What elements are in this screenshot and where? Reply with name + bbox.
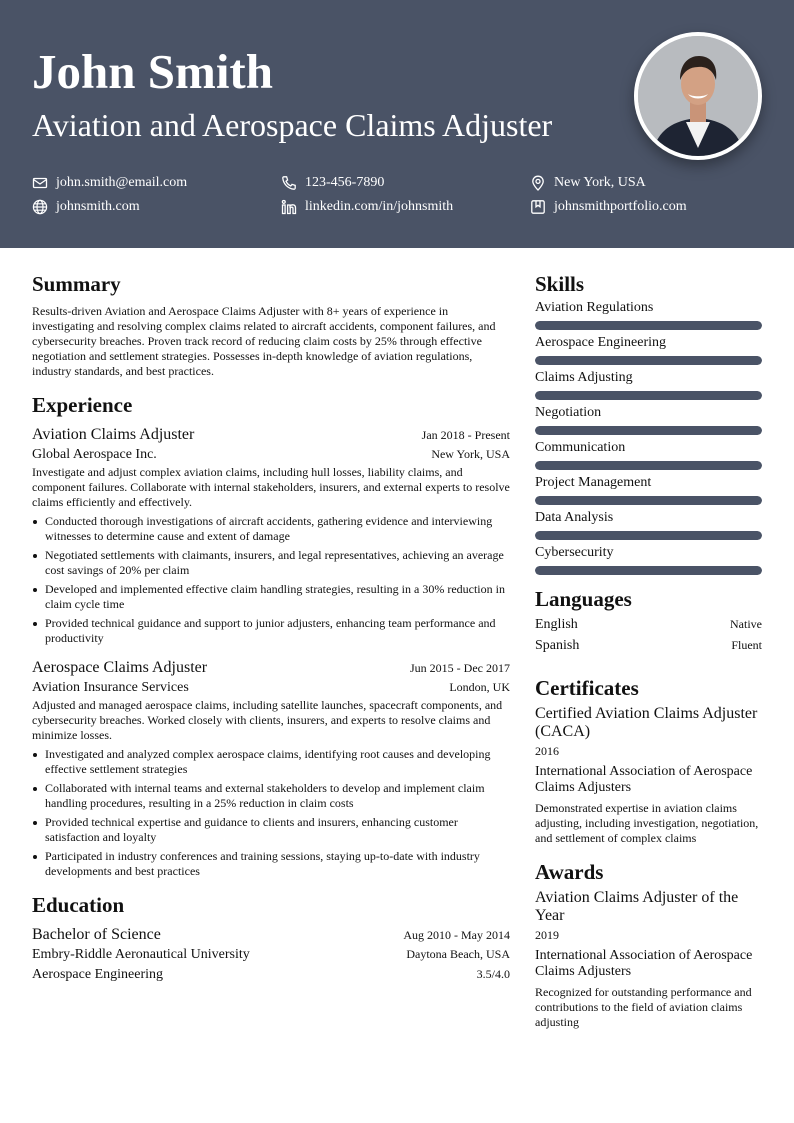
- skill-item: [535, 404, 762, 435]
- job-title: Aviation and Aerospace Claims Adjuster: [32, 107, 553, 143]
- job-achievements: [32, 747, 510, 879]
- languages-heading: Languages: [535, 587, 632, 611]
- school: Embry-Riddle Aeronautical University: [32, 947, 250, 962]
- skills-list: [535, 299, 762, 575]
- candidate-name: John Smith: [32, 44, 274, 99]
- contact-location: New York, USA: [530, 174, 646, 192]
- award-description: Recognized for outstanding performance and contributions to the field of aviation claims adjusting: [535, 985, 752, 1029]
- language-level: Native: [730, 617, 762, 631]
- contact-website[interactable]: johnsmith.com: [32, 198, 140, 216]
- job-location: London, UK: [449, 680, 510, 694]
- certificate-issuer: International Association of Aerospace Claims Adjusters: [535, 764, 753, 795]
- globe-icon: [32, 199, 48, 215]
- skill-name: Aviation Regulations: [535, 300, 654, 315]
- language-name: Spanish: [535, 638, 580, 653]
- skill-item: [535, 474, 762, 505]
- skill-level-fill: [535, 461, 762, 470]
- skill-item: [535, 369, 762, 400]
- school-location: Daytona Beach, USA: [406, 947, 510, 961]
- summary-text: Results-driven Aviation and Aerospace Claims Adjuster with 8+ years of experience in investigating and resolving complex claims related to aircraft accidents, component failures, and cybersecurity breaches. Proven track record of reducing claim costs by 25% through effective negotiation and settlement strategies. Possesses in-depth knowledge of aviation regulations, industry standards, and best practices.: [32, 304, 496, 378]
- achievement-item: Provided technical guidance and support to junior adjusters, enhancing team performance and productivity: [32, 616, 510, 646]
- summary-section: [32, 272, 510, 379]
- gpa: 3.5/4.0: [476, 967, 510, 981]
- certificates-section: [535, 676, 762, 846]
- award-name: Aviation Claims Adjuster of the Year: [535, 889, 739, 924]
- skill-name: Aerospace Engineering: [535, 335, 666, 350]
- field-of-study: Aerospace Engineering: [32, 967, 163, 982]
- languages-section: [535, 587, 762, 656]
- skill-level-fill: [535, 496, 762, 505]
- language-level: Fluent: [731, 638, 762, 652]
- skill-item: [535, 334, 762, 365]
- skill-level-bar: [535, 566, 762, 575]
- skill-level-bar: [535, 496, 762, 505]
- certificates-heading: Certificates: [535, 676, 639, 700]
- degree: Bachelor of Science: [32, 926, 161, 943]
- skill-item: [535, 299, 762, 330]
- skill-level-fill: [535, 391, 762, 400]
- skill-level-bar: [535, 391, 762, 400]
- experience-entry: [32, 658, 510, 879]
- job-company: Aviation Insurance Services: [32, 680, 189, 695]
- contact-phone[interactable]: 123-456-7890: [281, 174, 384, 192]
- job-description: Investigate and adjust complex aviation claims, including hull losses, liability claims, and component failures. Collaborate with internal stakeholders, insurers, and external experts to resolve claims efficiently and effectively.: [32, 465, 510, 509]
- skills-section: [535, 272, 762, 575]
- language-name: English: [535, 617, 578, 632]
- job-description: Adjusted and managed aerospace claims, including satellite launches, spacecraft components, and cybersecurity breaches. Worked closely with clients, insurers, and experts to resolve claims and minimize losses.: [32, 698, 503, 742]
- job-location: New York, USA: [431, 447, 510, 461]
- linkedin-icon: [281, 199, 297, 215]
- achievement-item: Developed and implemented effective claim handling strategies, resulting in a 30% reduction in claim cycle time: [32, 582, 510, 612]
- skill-level-fill: [535, 531, 762, 540]
- skill-name: Claims Adjusting: [535, 370, 633, 385]
- resume-header: [0, 0, 794, 248]
- language-item: [535, 635, 762, 656]
- skill-name: Cybersecurity: [535, 545, 614, 560]
- job-dates: Jun 2015 - Dec 2017: [410, 661, 510, 675]
- award-issuer: International Association of Aerospace Claims Adjusters: [535, 948, 753, 979]
- contact-portfolio[interactable]: johnsmithportfolio.com: [530, 198, 687, 216]
- education-section: [32, 893, 510, 985]
- skill-level-bar: [535, 461, 762, 470]
- skill-level-fill: [535, 566, 762, 575]
- portfolio-icon: [530, 199, 546, 215]
- skills-heading: Skills: [535, 272, 585, 296]
- job-dates: Jan 2018 - Present: [421, 428, 510, 442]
- education-heading: Education: [32, 893, 125, 917]
- skill-level-fill: [535, 321, 762, 330]
- experience-heading: Experience: [32, 393, 133, 417]
- main-column: [32, 272, 510, 985]
- phone-icon: [281, 175, 297, 191]
- contact-linkedin[interactable]: linkedin.com/in/johnsmith: [281, 198, 453, 216]
- certificate-year: 2016: [535, 744, 559, 758]
- certificate-description: Demonstrated expertise in aviation claims adjusting, including investigation, negotiation, and settlement of complex claims: [535, 801, 759, 845]
- skill-level-bar: [535, 356, 762, 365]
- profile-photo: [634, 32, 762, 160]
- skill-item: [535, 439, 762, 470]
- skill-name: Data Analysis: [535, 510, 614, 525]
- skill-level-bar: [535, 531, 762, 540]
- summary-heading: Summary: [32, 272, 121, 296]
- achievement-item: Participated in industry conferences and training sessions, staying up-to-date with industry developments and best practices: [32, 849, 510, 879]
- job-company: Global Aerospace Inc.: [32, 447, 157, 462]
- job-role: Aerospace Claims Adjuster: [32, 659, 208, 676]
- skill-name: Project Management: [535, 475, 652, 490]
- skill-level-fill: [535, 356, 762, 365]
- experience-entry: [32, 425, 510, 646]
- achievement-item: Investigated and analyzed complex aerospace claims, identifying root causes and developing effective settlement strategies: [32, 747, 510, 777]
- contact-email[interactable]: john.smith@email.com: [32, 174, 187, 192]
- job-achievements: [32, 514, 510, 646]
- location-icon: [530, 175, 546, 191]
- job-role: Aviation Claims Adjuster: [32, 426, 195, 443]
- education-dates: Aug 2010 - May 2014: [403, 928, 510, 942]
- award-year: 2019: [535, 928, 559, 942]
- skill-level-bar: [535, 426, 762, 435]
- achievement-item: Conducted thorough investigations of aircraft accidents, gathering evidence and interviewing witnesses to determine cause and extent of damage: [32, 514, 510, 544]
- language-item: [535, 614, 762, 635]
- side-column: [535, 272, 762, 1030]
- skill-item: [535, 509, 762, 540]
- awards-section: [535, 860, 762, 1030]
- skill-level-fill: [535, 426, 762, 435]
- certificate-name: Certified Aviation Claims Adjuster (CACA): [535, 705, 758, 740]
- mail-icon: [32, 175, 48, 191]
- skill-name: Communication: [535, 440, 626, 455]
- achievement-item: Provided technical expertise and guidance to clients and insurers, enhancing customer satisfaction and loyalty: [32, 815, 510, 845]
- awards-heading: Awards: [535, 860, 604, 884]
- skill-name: Negotiation: [535, 405, 602, 420]
- achievement-item: Negotiated settlements with claimants, insurers, and legal representatives, achieving an average cost savings of 20% per claim: [32, 548, 510, 578]
- skill-level-bar: [535, 321, 762, 330]
- skill-item: [535, 544, 762, 575]
- experience-section: [32, 393, 510, 879]
- achievement-item: Collaborated with internal teams and external stakeholders to develop and implement claim handling procedures, resulting in a 25% reduction in claim costs: [32, 781, 510, 811]
